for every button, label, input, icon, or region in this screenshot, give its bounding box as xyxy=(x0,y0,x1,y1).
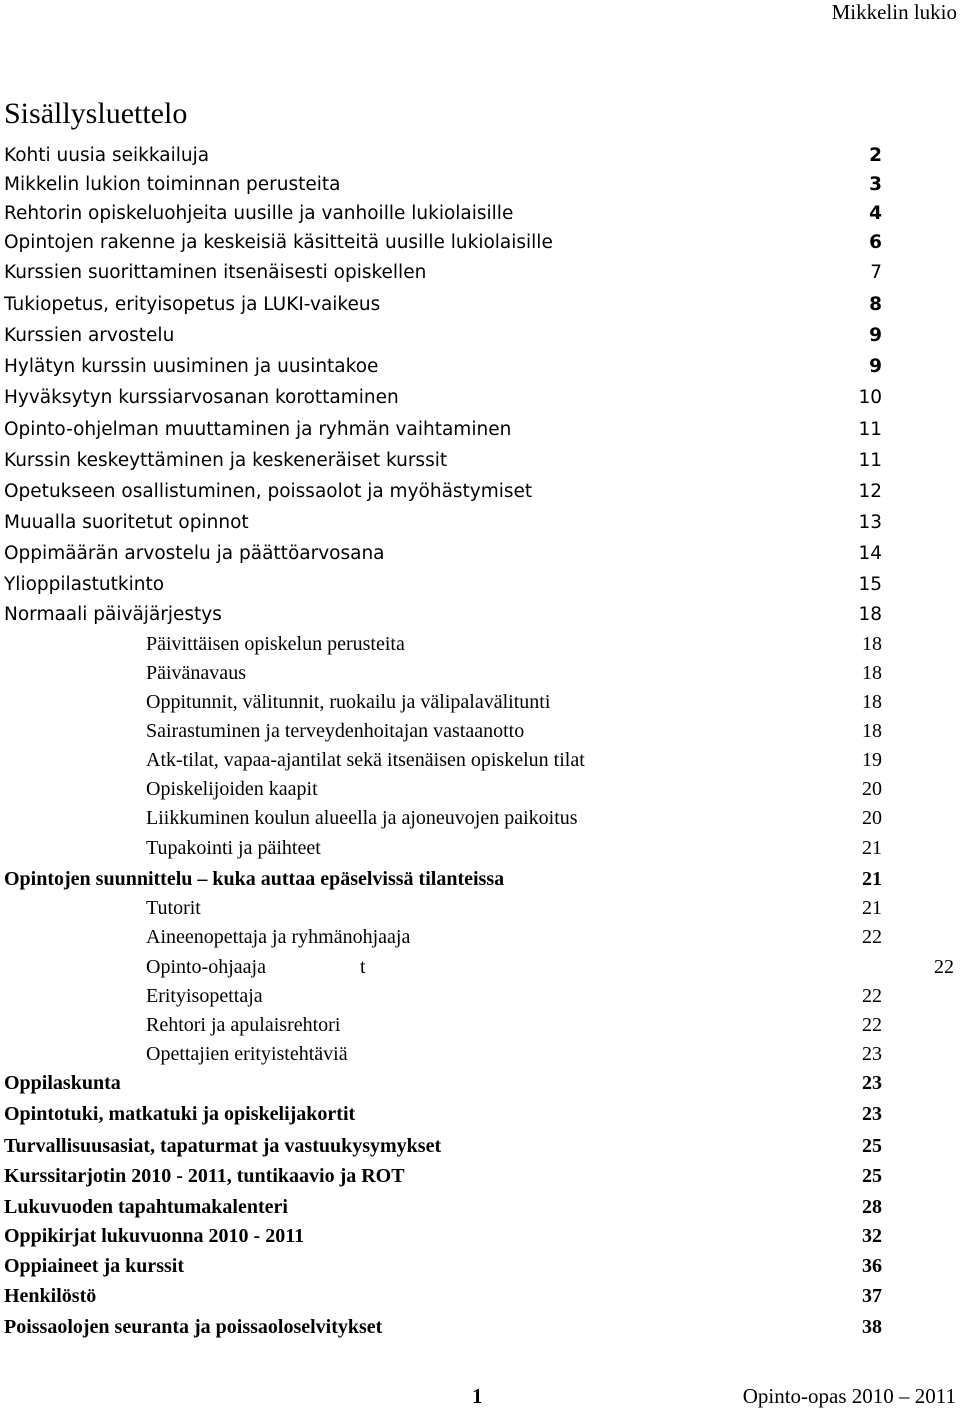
toc-entry-page: 11 xyxy=(858,419,882,440)
toc-entry-page: 18 xyxy=(862,691,882,713)
footer-guide-title: Opinto-opas 2010 – 2011 xyxy=(742,1384,956,1408)
toc-entry-title: Tutorit xyxy=(146,897,201,919)
toc-entry-title: Päivänavaus xyxy=(146,662,246,684)
toc-subentry[interactable] xyxy=(0,953,960,981)
toc-entry-title: Päivittäisen opiskelun perusteita xyxy=(146,633,405,655)
toc-entry-page: 2 xyxy=(869,145,882,166)
toc-entry-title: Ylioppilastutkinto xyxy=(4,574,165,595)
toc-entry-page: 37 xyxy=(862,1285,882,1307)
toc-entry-page: 12 xyxy=(858,481,882,502)
header-school-name: Mikkelin lukio xyxy=(831,0,957,24)
toc-entry-page: 21 xyxy=(862,868,882,890)
toc-entry-title: Oppikirjat lukuvuonna 2010 - 2011 xyxy=(4,1225,305,1247)
toc-stray-text: t xyxy=(360,956,366,978)
toc-entry-page: 19 xyxy=(862,749,882,771)
toc-entry-title: Oppiaineet ja kurssit xyxy=(4,1255,185,1277)
toc-entry-title: Liikkuminen koulun alueella ja ajoneuvojen paikoitus xyxy=(146,807,578,829)
toc-subentry[interactable] xyxy=(0,630,960,658)
toc-entry[interactable] xyxy=(0,1193,960,1221)
toc-entry-title: Kurssin keskeyttäminen ja keskeneräiset kurssit xyxy=(4,450,448,471)
toc-entry[interactable] xyxy=(0,1100,960,1128)
toc-subentry[interactable] xyxy=(0,1040,960,1068)
toc-subentry[interactable] xyxy=(0,775,960,803)
toc-entry[interactable] xyxy=(0,353,960,381)
toc-entry[interactable] xyxy=(0,229,960,257)
toc-entry[interactable] xyxy=(0,322,960,350)
toc-entry-page: 23 xyxy=(862,1103,882,1125)
toc-entry-title: Opiskelijoiden kaapit xyxy=(146,778,318,800)
toc-entry-page: 18 xyxy=(862,633,882,655)
toc-entry-page: 21 xyxy=(862,837,882,859)
toc-entry-page: 36 xyxy=(862,1255,882,1277)
toc-entry-title: Mikkelin lukion toiminnan perusteita xyxy=(4,174,341,195)
toc-subentry[interactable] xyxy=(0,923,960,951)
toc-entry[interactable] xyxy=(0,447,960,475)
toc-entry-page: 3 xyxy=(869,174,882,195)
toc-entry-title: Muualla suoritetut opinnot xyxy=(4,512,249,533)
toc-entry-page: 22 xyxy=(934,956,954,978)
toc-entry-title: Tupakointi ja päihteet xyxy=(146,837,321,859)
toc-entry-title: Kurssien arvostelu xyxy=(4,325,175,346)
toc-entry-title: Poissaolojen seuranta ja poissaoloselvitykset xyxy=(4,1316,383,1338)
page-title: Sisällysluettelo xyxy=(4,97,188,131)
toc-entry-page: 6 xyxy=(869,232,882,253)
toc-entry-page: 25 xyxy=(862,1165,882,1187)
toc-entry-page: 23 xyxy=(862,1043,882,1065)
toc-entry-title: Henkilöstö xyxy=(4,1285,97,1307)
toc-entry[interactable] xyxy=(0,142,960,170)
toc-entry-title: Kurssitarjotin 2010 - 2011, tuntikaavio ja ROT xyxy=(4,1165,405,1187)
toc-entry[interactable] xyxy=(0,509,960,537)
toc-entry[interactable] xyxy=(0,1069,960,1097)
footer-page-number: 1 xyxy=(472,1384,483,1408)
toc-entry-title: Opettajien erityistehtäviä xyxy=(146,1043,348,1065)
toc-entry-title: Opinto-ohjelman muuttaminen ja ryhmän vaihtaminen xyxy=(4,419,512,440)
toc-entry-page: 28 xyxy=(862,1196,882,1218)
toc-entry-page: 18 xyxy=(858,604,882,625)
toc-entry-page: 13 xyxy=(858,512,882,533)
toc-subentry[interactable] xyxy=(0,834,960,862)
toc-entry-title: Oppitunnit, välitunnit, ruokailu ja välipalavälitunti xyxy=(146,691,551,713)
toc-entry-page: 25 xyxy=(862,1135,882,1157)
toc-entry-page: 4 xyxy=(869,203,882,224)
toc-entry-page: 38 xyxy=(862,1316,882,1338)
toc-entry-title: Hylätyn kurssin uusiminen ja uusintakoe xyxy=(4,356,379,377)
toc-entry-page: 32 xyxy=(862,1225,882,1247)
toc-subentry[interactable] xyxy=(0,717,960,745)
toc-entry[interactable] xyxy=(0,416,960,444)
toc-subentry[interactable] xyxy=(0,804,960,832)
toc-entry[interactable] xyxy=(0,384,960,412)
toc-entry[interactable] xyxy=(0,1222,960,1250)
toc-entry-title: Opintotuki, matkatuki ja opiskelijakortit xyxy=(4,1103,356,1125)
toc-entry-page: 9 xyxy=(869,325,882,346)
toc-entry[interactable] xyxy=(0,571,960,599)
toc-entry-title: Oppilaskunta xyxy=(4,1072,121,1094)
toc-entry[interactable] xyxy=(0,291,960,319)
toc-entry-title: Lukuvuoden tapahtumakalenteri xyxy=(4,1196,288,1218)
toc-entry-page: 20 xyxy=(862,778,882,800)
toc-subentry[interactable] xyxy=(0,688,960,716)
toc-entry[interactable] xyxy=(0,259,960,287)
toc-entry-page: 9 xyxy=(869,356,882,377)
toc-entry[interactable] xyxy=(0,601,960,629)
toc-entry-page: 15 xyxy=(858,574,882,595)
toc-subentry[interactable] xyxy=(0,659,960,687)
toc-subentry[interactable] xyxy=(0,1011,960,1039)
toc-entry[interactable] xyxy=(0,1252,960,1280)
toc-entry-page: 20 xyxy=(862,807,882,829)
toc-subentry[interactable] xyxy=(0,982,960,1010)
toc-subentry[interactable] xyxy=(0,894,960,922)
toc-entry-title: Atk-tilat, vapaa-ajantilat sekä itsenäisen opiskelun tilat xyxy=(146,749,585,771)
toc-entry-page: 22 xyxy=(862,985,882,1007)
toc-entry-title: Hyväksytyn kurssiarvosanan korottaminen xyxy=(4,387,399,408)
toc-entry[interactable] xyxy=(0,865,960,893)
toc-entry-title: Erityisopettaja xyxy=(146,985,263,1007)
toc-entry-page: 11 xyxy=(858,450,882,471)
toc-entry-page: 23 xyxy=(862,1072,882,1094)
toc-subentry[interactable] xyxy=(0,746,960,774)
toc-entry-title: Aineenopettaja ja ryhmänohjaaja xyxy=(146,926,411,948)
toc-entry[interactable] xyxy=(0,1162,960,1190)
toc-entry-title: Opintojen rakenne ja keskeisiä käsitteitä uusille lukiolaisille xyxy=(4,232,553,253)
toc-entry[interactable] xyxy=(0,540,960,568)
toc-entry-page: 14 xyxy=(858,543,882,564)
toc-entry[interactable] xyxy=(0,1132,960,1160)
toc-entry-title: Opintojen suunnittelu – kuka auttaa epäselvissä tilanteissa xyxy=(4,868,505,890)
toc-entry-page: 21 xyxy=(862,897,882,919)
toc-entry[interactable] xyxy=(0,1282,960,1310)
toc-entry-page: 22 xyxy=(862,926,882,948)
toc-entry-page: 18 xyxy=(862,662,882,684)
toc-entry-title: Normaali päiväjärjestys xyxy=(4,604,222,625)
toc-entry-title: Rehtori ja apulaisrehtori xyxy=(146,1014,341,1036)
toc-entry-title: Sairastuminen ja terveydenhoitajan vastaanotto xyxy=(146,720,525,742)
toc-entry-page: 10 xyxy=(858,387,882,408)
toc-entry[interactable] xyxy=(0,200,960,228)
toc-entry-title: Kurssien suorittaminen itsenäisesti opiskellen xyxy=(4,262,427,283)
toc-entry-title: Opinto-ohjaaja xyxy=(146,956,266,978)
toc-entry-page: 22 xyxy=(862,1014,882,1036)
toc-entry-title: Kohti uusia seikkailuja xyxy=(4,145,210,166)
toc-entry[interactable] xyxy=(0,171,960,199)
toc-entry-title: Turvallisuusasiat, tapaturmat ja vastuukysymykset xyxy=(4,1135,442,1157)
toc-entry-title: Opetukseen osallistuminen, poissaolot ja myöhästymiset xyxy=(4,481,533,502)
toc-entry-title: Rehtorin opiskeluohjeita uusille ja vanhoille lukiolaisille xyxy=(4,203,514,224)
toc-entry-title: Oppimäärän arvostelu ja päättöarvosana xyxy=(4,543,385,564)
toc-entry[interactable] xyxy=(0,1313,960,1341)
toc-entry-page: 8 xyxy=(869,294,882,315)
toc-entry-page: 7 xyxy=(870,262,882,283)
toc-entry-page: 18 xyxy=(862,720,882,742)
toc-entry-title: Tukiopetus, erityisopetus ja LUKI-vaikeus xyxy=(4,294,381,315)
toc-entry[interactable] xyxy=(0,478,960,506)
